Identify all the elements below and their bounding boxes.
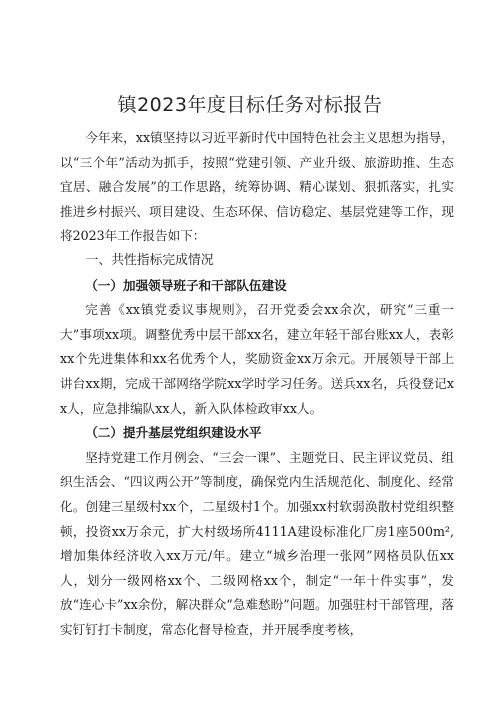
- subsection-heading-leadership: （一）加强领导班子和干部队伍建设: [85, 277, 287, 293]
- section-heading-common-indicators: 一、共性指标完成情况: [85, 252, 214, 268]
- intro-paragraph: 今年来，xx镇坚持以习近平新时代中国特色社会主义思想为指导，以“三个年”活动为抓手，按照“党建引领、产业升级、旅游助推、生态宜居、融合发展”的工作思路，统筹协调、精心谋划、狠抓落实，扎实推进乡村振兴、项目建设、生态环保、信访稳定、基层党建等工作，现将2023年工作报告如下：: [60, 130, 454, 244]
- document-title: 镇2023年度目标任务对标报告: [117, 94, 383, 116]
- leadership-paragraph: 完善《xx镇党委议事规则》，召开党委会xx余次，研究“三重一大”事项xx项。调整优秀中层干部xx名，建立年轻干部台账xx人，表彰xx个先进集体和xx名优秀个人，奖励资金xx万余元。开展领导干部上讲台xx期，完成干部网络学院xx学时学习任务。送兵xx名，兵役登记xx人，应急排编队xx人，新入队体检政审xx人。: [60, 302, 454, 416]
- document-body: [60, 126, 454, 642]
- subsection-heading-party-organization: （二）提升基层党组织建设水平: [85, 425, 262, 441]
- party-organization-paragraph: 坚持党建工作月例会、“三会一课”、主题党日、民主评议党员、组织生活会、“四议两公开”等制度，确保党内生活规范化、制度化、经常化。创建三星级村xx个，二星级村1个。加强xx村软弱涣散村党组织整顿，投资xx万余元，扩大村级场所4111A建设标准化厂房1座500m²,增加集体经济收入xx万元/年。建立“城乡治理一张网”网格员队伍xx人，划分一级网格xx个、二级网格xx个，制定“一年十件实事”，发放“连心卡”xx余份，解决群众“急难愁盼”问题。加强驻村干部管理，落实钉钉打卡制度，常态化督导检查，并开展季度考核，: [60, 449, 454, 637]
